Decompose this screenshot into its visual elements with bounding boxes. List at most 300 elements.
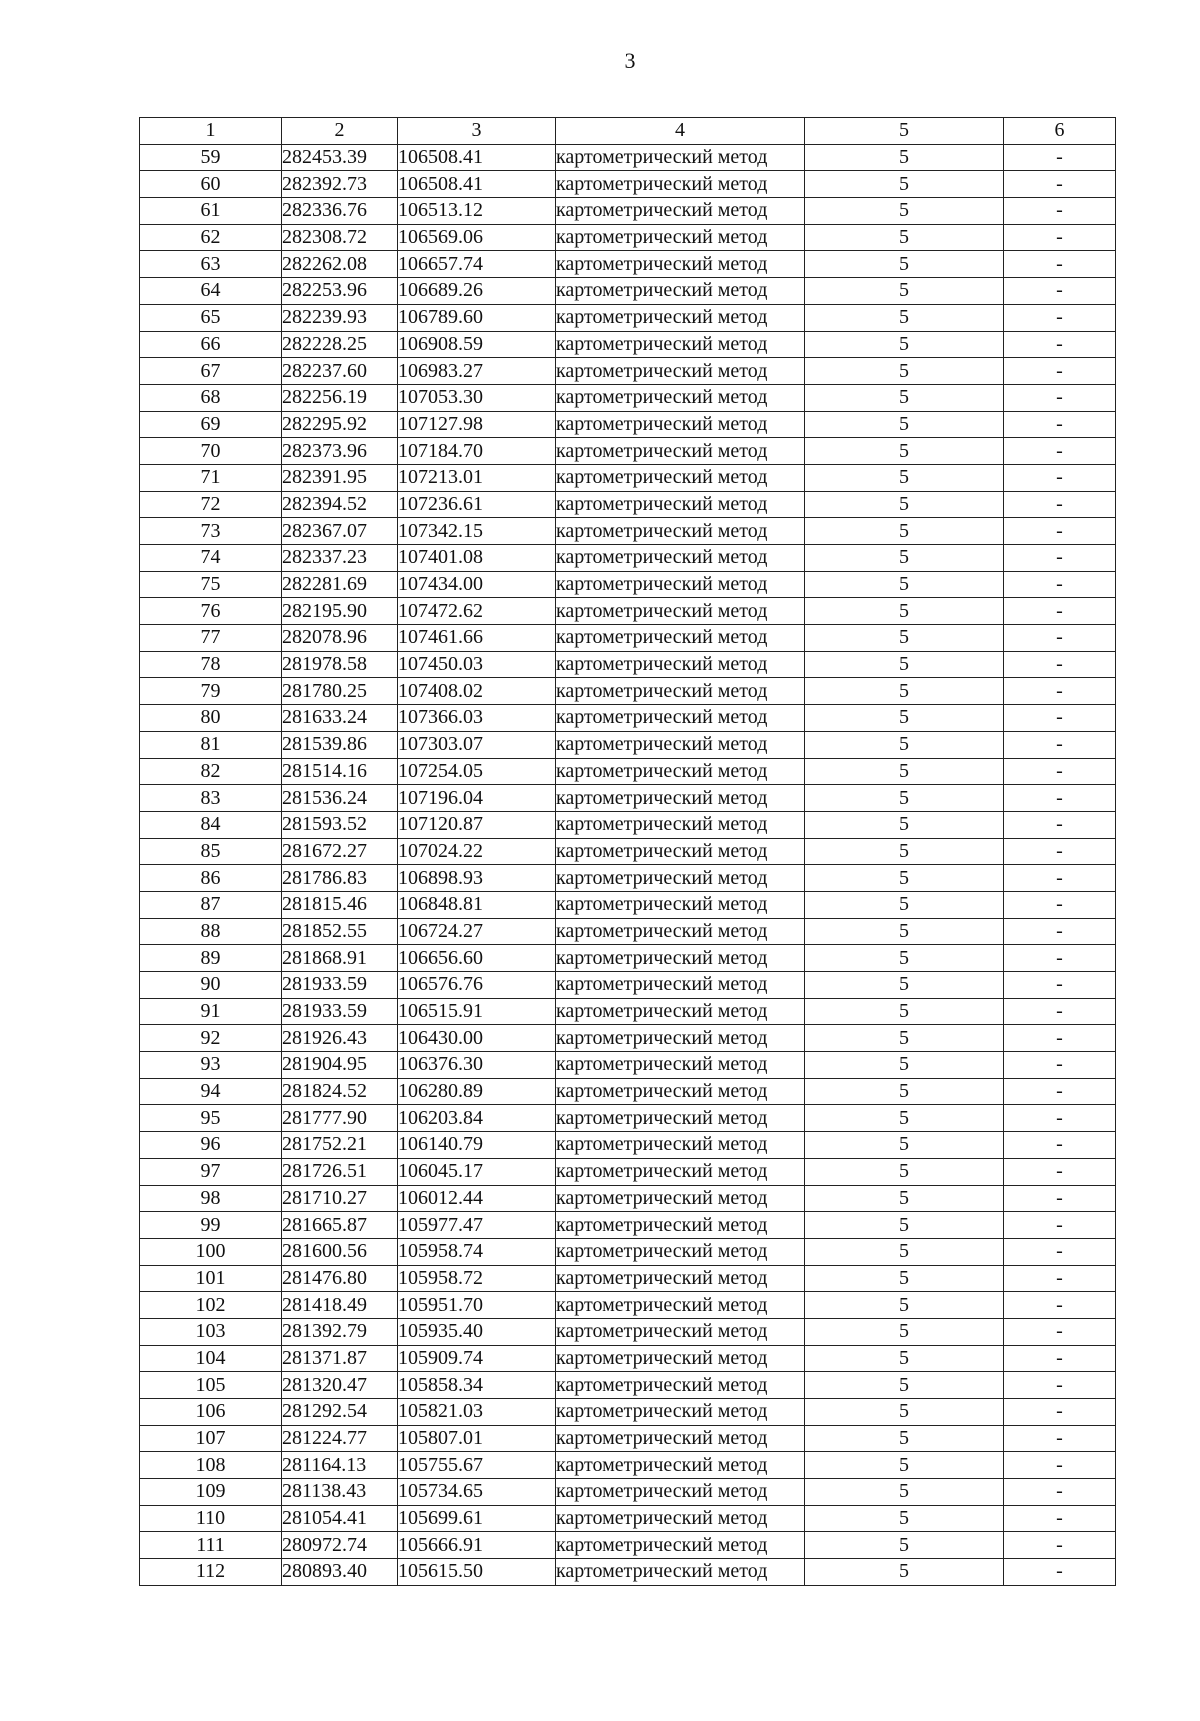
point-number-cell: 88 bbox=[140, 918, 282, 945]
y-coordinate-cell: 107450.03 bbox=[398, 651, 556, 678]
column-header-1: 1 bbox=[140, 118, 282, 145]
y-coordinate-cell: 106280.89 bbox=[398, 1078, 556, 1105]
table-row bbox=[140, 1479, 1116, 1506]
y-coordinate-cell: 106012.44 bbox=[398, 1185, 556, 1212]
note-cell: - bbox=[1004, 1212, 1116, 1239]
x-coordinate-cell: 282228.25 bbox=[282, 331, 398, 358]
method-cell: картометрический метод bbox=[556, 571, 805, 598]
accuracy-cell: 5 bbox=[805, 1025, 1004, 1052]
point-number-cell: 61 bbox=[140, 198, 282, 225]
x-coordinate-cell: 281868.91 bbox=[282, 945, 398, 972]
note-cell: - bbox=[1004, 1452, 1116, 1479]
note-cell: - bbox=[1004, 731, 1116, 758]
table-body bbox=[140, 144, 1116, 1585]
accuracy-cell: 5 bbox=[805, 1559, 1004, 1586]
column-header-5: 5 bbox=[805, 118, 1004, 145]
accuracy-cell: 5 bbox=[805, 518, 1004, 545]
point-number-cell: 107 bbox=[140, 1425, 282, 1452]
accuracy-cell: 5 bbox=[805, 1399, 1004, 1426]
note-cell: - bbox=[1004, 1505, 1116, 1532]
table-row bbox=[140, 331, 1116, 358]
point-number-cell: 83 bbox=[140, 785, 282, 812]
y-coordinate-cell: 105699.61 bbox=[398, 1505, 556, 1532]
note-cell: - bbox=[1004, 571, 1116, 598]
table-row bbox=[140, 1132, 1116, 1159]
y-coordinate-cell: 106789.60 bbox=[398, 304, 556, 331]
table-row bbox=[140, 865, 1116, 892]
method-cell: картометрический метод bbox=[556, 358, 805, 385]
method-cell: картометрический метод bbox=[556, 171, 805, 198]
point-number-cell: 87 bbox=[140, 891, 282, 918]
note-cell: - bbox=[1004, 625, 1116, 652]
note-cell: - bbox=[1004, 224, 1116, 251]
note-cell: - bbox=[1004, 331, 1116, 358]
note-cell: - bbox=[1004, 1372, 1116, 1399]
x-coordinate-cell: 282336.76 bbox=[282, 198, 398, 225]
table-row bbox=[140, 598, 1116, 625]
method-cell: картометрический метод bbox=[556, 1052, 805, 1079]
accuracy-cell: 5 bbox=[805, 785, 1004, 812]
x-coordinate-cell: 281514.16 bbox=[282, 758, 398, 785]
x-coordinate-cell: 281224.77 bbox=[282, 1425, 398, 1452]
accuracy-cell: 5 bbox=[805, 1078, 1004, 1105]
table-row bbox=[140, 304, 1116, 331]
point-number-cell: 86 bbox=[140, 865, 282, 892]
y-coordinate-cell: 106508.41 bbox=[398, 144, 556, 171]
method-cell: картометрический метод bbox=[556, 1479, 805, 1506]
point-number-cell: 89 bbox=[140, 945, 282, 972]
y-coordinate-cell: 106376.30 bbox=[398, 1052, 556, 1079]
table-row bbox=[140, 171, 1116, 198]
x-coordinate-cell: 281852.55 bbox=[282, 918, 398, 945]
method-cell: картометрический метод bbox=[556, 998, 805, 1025]
note-cell: - bbox=[1004, 758, 1116, 785]
table-row bbox=[140, 224, 1116, 251]
note-cell: - bbox=[1004, 865, 1116, 892]
table-row bbox=[140, 1318, 1116, 1345]
point-number-cell: 73 bbox=[140, 518, 282, 545]
y-coordinate-cell: 106045.17 bbox=[398, 1158, 556, 1185]
point-number-cell: 79 bbox=[140, 678, 282, 705]
point-number-cell: 77 bbox=[140, 625, 282, 652]
note-cell: - bbox=[1004, 1158, 1116, 1185]
point-number-cell: 95 bbox=[140, 1105, 282, 1132]
point-number-cell: 62 bbox=[140, 224, 282, 251]
x-coordinate-cell: 281777.90 bbox=[282, 1105, 398, 1132]
table-row bbox=[140, 705, 1116, 732]
x-coordinate-cell: 282295.92 bbox=[282, 411, 398, 438]
table-row bbox=[140, 678, 1116, 705]
table-row bbox=[140, 1212, 1116, 1239]
column-header-2: 2 bbox=[282, 118, 398, 145]
x-coordinate-cell: 281933.59 bbox=[282, 972, 398, 999]
accuracy-cell: 5 bbox=[805, 545, 1004, 572]
y-coordinate-cell: 106513.12 bbox=[398, 198, 556, 225]
note-cell: - bbox=[1004, 358, 1116, 385]
point-number-cell: 97 bbox=[140, 1158, 282, 1185]
y-coordinate-cell: 105821.03 bbox=[398, 1399, 556, 1426]
table-row bbox=[140, 251, 1116, 278]
point-number-cell: 108 bbox=[140, 1452, 282, 1479]
note-cell: - bbox=[1004, 171, 1116, 198]
method-cell: картометрический метод bbox=[556, 1425, 805, 1452]
accuracy-cell: 5 bbox=[805, 811, 1004, 838]
table-row bbox=[140, 811, 1116, 838]
y-coordinate-cell: 106508.41 bbox=[398, 171, 556, 198]
y-coordinate-cell: 106576.76 bbox=[398, 972, 556, 999]
table-row bbox=[140, 758, 1116, 785]
accuracy-cell: 5 bbox=[805, 1345, 1004, 1372]
x-coordinate-cell: 282392.73 bbox=[282, 171, 398, 198]
note-cell: - bbox=[1004, 1185, 1116, 1212]
method-cell: картометрический метод bbox=[556, 278, 805, 305]
table-row bbox=[140, 1372, 1116, 1399]
header-row bbox=[140, 118, 1116, 145]
method-cell: картометрический метод bbox=[556, 1105, 805, 1132]
y-coordinate-cell: 106430.00 bbox=[398, 1025, 556, 1052]
y-coordinate-cell: 107213.01 bbox=[398, 464, 556, 491]
method-cell: картометрический метод bbox=[556, 331, 805, 358]
note-cell: - bbox=[1004, 1479, 1116, 1506]
table-row bbox=[140, 1025, 1116, 1052]
note-cell: - bbox=[1004, 144, 1116, 171]
point-number-cell: 102 bbox=[140, 1292, 282, 1319]
table-row bbox=[140, 651, 1116, 678]
point-number-cell: 94 bbox=[140, 1078, 282, 1105]
note-cell: - bbox=[1004, 304, 1116, 331]
accuracy-cell: 5 bbox=[805, 251, 1004, 278]
table-row bbox=[140, 518, 1116, 545]
method-cell: картометрический метод bbox=[556, 1185, 805, 1212]
method-cell: картометрический метод bbox=[556, 1292, 805, 1319]
accuracy-cell: 5 bbox=[805, 758, 1004, 785]
point-number-cell: 110 bbox=[140, 1505, 282, 1532]
accuracy-cell: 5 bbox=[805, 891, 1004, 918]
method-cell: картометрический метод bbox=[556, 731, 805, 758]
table-row bbox=[140, 785, 1116, 812]
x-coordinate-cell: 282195.90 bbox=[282, 598, 398, 625]
point-number-cell: 71 bbox=[140, 464, 282, 491]
x-coordinate-cell: 281593.52 bbox=[282, 811, 398, 838]
note-cell: - bbox=[1004, 411, 1116, 438]
note-cell: - bbox=[1004, 1532, 1116, 1559]
table-row bbox=[140, 1505, 1116, 1532]
y-coordinate-cell: 105666.91 bbox=[398, 1532, 556, 1559]
y-coordinate-cell: 105935.40 bbox=[398, 1318, 556, 1345]
x-coordinate-cell: 281710.27 bbox=[282, 1185, 398, 1212]
accuracy-cell: 5 bbox=[805, 598, 1004, 625]
table-row bbox=[140, 464, 1116, 491]
x-coordinate-cell: 281164.13 bbox=[282, 1452, 398, 1479]
point-number-cell: 75 bbox=[140, 571, 282, 598]
y-coordinate-cell: 107127.98 bbox=[398, 411, 556, 438]
table-row bbox=[140, 891, 1116, 918]
accuracy-cell: 5 bbox=[805, 1158, 1004, 1185]
point-number-cell: 66 bbox=[140, 331, 282, 358]
method-cell: картометрический метод bbox=[556, 438, 805, 465]
point-number-cell: 68 bbox=[140, 384, 282, 411]
y-coordinate-cell: 106724.27 bbox=[398, 918, 556, 945]
y-coordinate-cell: 107053.30 bbox=[398, 384, 556, 411]
accuracy-cell: 5 bbox=[805, 1318, 1004, 1345]
x-coordinate-cell: 281539.86 bbox=[282, 731, 398, 758]
method-cell: картометрический метод bbox=[556, 518, 805, 545]
method-cell: картометрический метод bbox=[556, 1158, 805, 1185]
accuracy-cell: 5 bbox=[805, 945, 1004, 972]
point-number-cell: 85 bbox=[140, 838, 282, 865]
table-row bbox=[140, 491, 1116, 518]
table-row bbox=[140, 731, 1116, 758]
point-number-cell: 81 bbox=[140, 731, 282, 758]
note-cell: - bbox=[1004, 464, 1116, 491]
note-cell: - bbox=[1004, 1292, 1116, 1319]
accuracy-cell: 5 bbox=[805, 1505, 1004, 1532]
x-coordinate-cell: 282394.52 bbox=[282, 491, 398, 518]
method-cell: картометрический метод bbox=[556, 651, 805, 678]
note-cell: - bbox=[1004, 651, 1116, 678]
column-header-3: 3 bbox=[398, 118, 556, 145]
method-cell: картометрический метод bbox=[556, 304, 805, 331]
note-cell: - bbox=[1004, 1105, 1116, 1132]
note-cell: - bbox=[1004, 384, 1116, 411]
point-number-cell: 82 bbox=[140, 758, 282, 785]
y-coordinate-cell: 107472.62 bbox=[398, 598, 556, 625]
point-number-cell: 109 bbox=[140, 1479, 282, 1506]
accuracy-cell: 5 bbox=[805, 1132, 1004, 1159]
accuracy-cell: 5 bbox=[805, 384, 1004, 411]
y-coordinate-cell: 106848.81 bbox=[398, 891, 556, 918]
method-cell: картометрический метод bbox=[556, 384, 805, 411]
y-coordinate-cell: 106203.84 bbox=[398, 1105, 556, 1132]
y-coordinate-cell: 107254.05 bbox=[398, 758, 556, 785]
y-coordinate-cell: 106140.79 bbox=[398, 1132, 556, 1159]
note-cell: - bbox=[1004, 1345, 1116, 1372]
note-cell: - bbox=[1004, 678, 1116, 705]
y-coordinate-cell: 107184.70 bbox=[398, 438, 556, 465]
point-number-cell: 93 bbox=[140, 1052, 282, 1079]
method-cell: картометрический метод bbox=[556, 464, 805, 491]
x-coordinate-cell: 282256.19 bbox=[282, 384, 398, 411]
y-coordinate-cell: 105858.34 bbox=[398, 1372, 556, 1399]
note-cell: - bbox=[1004, 918, 1116, 945]
note-cell: - bbox=[1004, 1559, 1116, 1586]
accuracy-cell: 5 bbox=[805, 972, 1004, 999]
method-cell: картометрический метод bbox=[556, 1212, 805, 1239]
method-cell: картометрический метод bbox=[556, 1318, 805, 1345]
point-number-cell: 90 bbox=[140, 972, 282, 999]
accuracy-cell: 5 bbox=[805, 625, 1004, 652]
y-coordinate-cell: 106656.60 bbox=[398, 945, 556, 972]
table-row bbox=[140, 144, 1116, 171]
accuracy-cell: 5 bbox=[805, 278, 1004, 305]
method-cell: картометрический метод bbox=[556, 811, 805, 838]
note-cell: - bbox=[1004, 198, 1116, 225]
point-number-cell: 67 bbox=[140, 358, 282, 385]
y-coordinate-cell: 106689.26 bbox=[398, 278, 556, 305]
y-coordinate-cell: 106657.74 bbox=[398, 251, 556, 278]
method-cell: картометрический метод bbox=[556, 758, 805, 785]
method-cell: картометрический метод bbox=[556, 1025, 805, 1052]
note-cell: - bbox=[1004, 598, 1116, 625]
x-coordinate-cell: 281138.43 bbox=[282, 1479, 398, 1506]
x-coordinate-cell: 281292.54 bbox=[282, 1399, 398, 1426]
y-coordinate-cell: 107366.03 bbox=[398, 705, 556, 732]
point-number-cell: 78 bbox=[140, 651, 282, 678]
x-coordinate-cell: 282391.95 bbox=[282, 464, 398, 491]
y-coordinate-cell: 106908.59 bbox=[398, 331, 556, 358]
method-cell: картометрический метод bbox=[556, 1559, 805, 1586]
note-cell: - bbox=[1004, 278, 1116, 305]
x-coordinate-cell: 281600.56 bbox=[282, 1238, 398, 1265]
x-coordinate-cell: 282453.39 bbox=[282, 144, 398, 171]
y-coordinate-cell: 105807.01 bbox=[398, 1425, 556, 1452]
note-cell: - bbox=[1004, 1025, 1116, 1052]
accuracy-cell: 5 bbox=[805, 411, 1004, 438]
note-cell: - bbox=[1004, 1238, 1116, 1265]
point-number-cell: 101 bbox=[140, 1265, 282, 1292]
note-cell: - bbox=[1004, 1399, 1116, 1426]
x-coordinate-cell: 281476.80 bbox=[282, 1265, 398, 1292]
x-coordinate-cell: 281978.58 bbox=[282, 651, 398, 678]
table-row bbox=[140, 1238, 1116, 1265]
table-row bbox=[140, 1052, 1116, 1079]
table-row bbox=[140, 278, 1116, 305]
accuracy-cell: 5 bbox=[805, 731, 1004, 758]
page-number: 3 bbox=[624, 48, 636, 73]
x-coordinate-cell: 281371.87 bbox=[282, 1345, 398, 1372]
y-coordinate-cell: 105909.74 bbox=[398, 1345, 556, 1372]
y-coordinate-cell: 105755.67 bbox=[398, 1452, 556, 1479]
note-cell: - bbox=[1004, 491, 1116, 518]
y-coordinate-cell: 105734.65 bbox=[398, 1479, 556, 1506]
x-coordinate-cell: 281752.21 bbox=[282, 1132, 398, 1159]
method-cell: картометрический метод bbox=[556, 865, 805, 892]
table-row bbox=[140, 198, 1116, 225]
method-cell: картометрический метод bbox=[556, 1238, 805, 1265]
table-row bbox=[140, 358, 1116, 385]
table-row bbox=[140, 972, 1116, 999]
note-cell: - bbox=[1004, 1132, 1116, 1159]
method-cell: картометрический метод bbox=[556, 1372, 805, 1399]
y-coordinate-cell: 107236.61 bbox=[398, 491, 556, 518]
table-row bbox=[140, 1105, 1116, 1132]
accuracy-cell: 5 bbox=[805, 998, 1004, 1025]
point-number-cell: 80 bbox=[140, 705, 282, 732]
accuracy-cell: 5 bbox=[805, 1479, 1004, 1506]
y-coordinate-cell: 107401.08 bbox=[398, 545, 556, 572]
point-number-cell: 72 bbox=[140, 491, 282, 518]
x-coordinate-cell: 281815.46 bbox=[282, 891, 398, 918]
x-coordinate-cell: 281824.52 bbox=[282, 1078, 398, 1105]
x-coordinate-cell: 281926.43 bbox=[282, 1025, 398, 1052]
point-number-cell: 69 bbox=[140, 411, 282, 438]
point-number-cell: 103 bbox=[140, 1318, 282, 1345]
accuracy-cell: 5 bbox=[805, 171, 1004, 198]
accuracy-cell: 5 bbox=[805, 464, 1004, 491]
x-coordinate-cell: 282337.23 bbox=[282, 545, 398, 572]
x-coordinate-cell: 280893.40 bbox=[282, 1559, 398, 1586]
point-number-cell: 112 bbox=[140, 1559, 282, 1586]
method-cell: картометрический метод bbox=[556, 251, 805, 278]
accuracy-cell: 5 bbox=[805, 678, 1004, 705]
y-coordinate-cell: 107342.15 bbox=[398, 518, 556, 545]
note-cell: - bbox=[1004, 811, 1116, 838]
accuracy-cell: 5 bbox=[805, 1425, 1004, 1452]
note-cell: - bbox=[1004, 518, 1116, 545]
accuracy-cell: 5 bbox=[805, 1452, 1004, 1479]
note-cell: - bbox=[1004, 972, 1116, 999]
x-coordinate-cell: 280972.74 bbox=[282, 1532, 398, 1559]
coordinates-table bbox=[139, 117, 1116, 1586]
table-row bbox=[140, 1559, 1116, 1586]
table-row bbox=[140, 411, 1116, 438]
table-row bbox=[140, 1292, 1116, 1319]
y-coordinate-cell: 107120.87 bbox=[398, 811, 556, 838]
accuracy-cell: 5 bbox=[805, 1532, 1004, 1559]
table-row bbox=[140, 1078, 1116, 1105]
method-cell: картометрический метод bbox=[556, 945, 805, 972]
method-cell: картометрический метод bbox=[556, 411, 805, 438]
accuracy-cell: 5 bbox=[805, 438, 1004, 465]
table-row bbox=[140, 1265, 1116, 1292]
method-cell: картометрический метод bbox=[556, 678, 805, 705]
x-coordinate-cell: 282281.69 bbox=[282, 571, 398, 598]
point-number-cell: 65 bbox=[140, 304, 282, 331]
accuracy-cell: 5 bbox=[805, 838, 1004, 865]
x-coordinate-cell: 281786.83 bbox=[282, 865, 398, 892]
x-coordinate-cell: 282367.07 bbox=[282, 518, 398, 545]
point-number-cell: 104 bbox=[140, 1345, 282, 1372]
accuracy-cell: 5 bbox=[805, 331, 1004, 358]
table-row bbox=[140, 571, 1116, 598]
y-coordinate-cell: 107024.22 bbox=[398, 838, 556, 865]
accuracy-cell: 5 bbox=[805, 1105, 1004, 1132]
table-row bbox=[140, 438, 1116, 465]
x-coordinate-cell: 282078.96 bbox=[282, 625, 398, 652]
method-cell: картометрический метод bbox=[556, 1399, 805, 1426]
method-cell: картометрический метод bbox=[556, 972, 805, 999]
method-cell: картометрический метод bbox=[556, 198, 805, 225]
accuracy-cell: 5 bbox=[805, 1052, 1004, 1079]
method-cell: картометрический метод bbox=[556, 785, 805, 812]
method-cell: картометрический метод bbox=[556, 918, 805, 945]
column-header-4: 4 bbox=[556, 118, 805, 145]
table-row bbox=[140, 918, 1116, 945]
table-row bbox=[140, 1345, 1116, 1372]
point-number-cell: 96 bbox=[140, 1132, 282, 1159]
y-coordinate-cell: 107408.02 bbox=[398, 678, 556, 705]
y-coordinate-cell: 105951.70 bbox=[398, 1292, 556, 1319]
y-coordinate-cell: 107461.66 bbox=[398, 625, 556, 652]
table-row bbox=[140, 384, 1116, 411]
accuracy-cell: 5 bbox=[805, 1212, 1004, 1239]
y-coordinate-cell: 105615.50 bbox=[398, 1559, 556, 1586]
x-coordinate-cell: 281320.47 bbox=[282, 1372, 398, 1399]
point-number-cell: 74 bbox=[140, 545, 282, 572]
method-cell: картометрический метод bbox=[556, 491, 805, 518]
note-cell: - bbox=[1004, 545, 1116, 572]
note-cell: - bbox=[1004, 891, 1116, 918]
method-cell: картометрический метод bbox=[556, 598, 805, 625]
x-coordinate-cell: 281780.25 bbox=[282, 678, 398, 705]
column-header-6: 6 bbox=[1004, 118, 1116, 145]
accuracy-cell: 5 bbox=[805, 1292, 1004, 1319]
table-row bbox=[140, 1532, 1116, 1559]
y-coordinate-cell: 107434.00 bbox=[398, 571, 556, 598]
point-number-cell: 70 bbox=[140, 438, 282, 465]
method-cell: картометрический метод bbox=[556, 1452, 805, 1479]
x-coordinate-cell: 281418.49 bbox=[282, 1292, 398, 1319]
